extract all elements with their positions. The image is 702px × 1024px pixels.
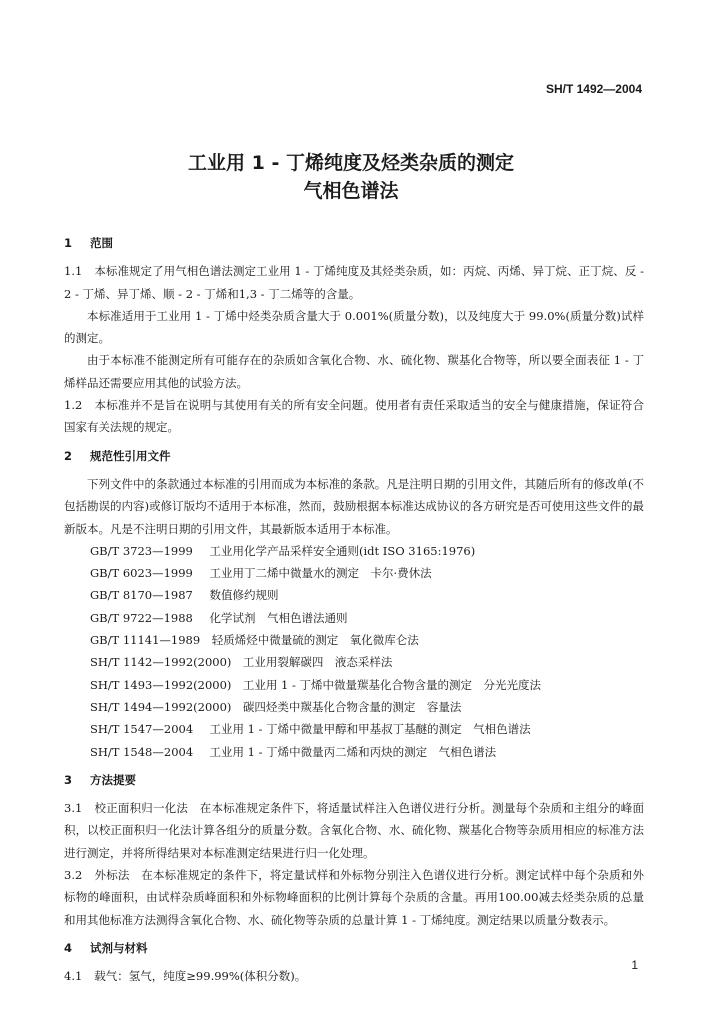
clause-1-1-paragraph-2: 本标准适用于工业用 1 - 丁烯中烃类杂质含量大于 0.001%(质量分数)，以及纯度大于 99.0%(质量分数)试样的测定。 — [64, 308, 644, 346]
document-body — [64, 226, 644, 988]
reference-item: SH/T 1547—2004 工业用 1 - 丁烯中微量甲醇和甲基叔丁基醚的测定 气相色谱法 — [90, 722, 531, 737]
clause-1-1: 1.1 本标准规定了用气相色谱法测定工业用 1 - 丁烯纯度及其烃类杂质，如：丙烷、丙烯、异丁烷、正丁烷、反 - 2 - 丁烯、异丁烯、顺 - 2 - 丁烯和1,3 - 丁二烯等的含量。 — [64, 264, 644, 301]
reference-item: SH/T 1493—1992(2000) 工业用 1 - 丁烯中微量羰基化合物含量的测定 分光光度法 — [90, 677, 542, 692]
document-title: 工业用 1 - 丁烯纯度及烃类杂质的测定 — [188, 152, 514, 174]
clause-3-1: 3.1 校正面积归一化法 在本标准规定条件下，将适量试样注入色谱仪进行分析。测量每个杂质和主组分的峰面积，以校正面积归一化法计算各组分的质量分数。含氧化合物、水、硫化物、羰基化合物等杂质用相应的标准方法进行测定，并将所得结果对本标准测定结果进行归一化处理。 — [64, 801, 644, 860]
reference-item: GB/T 9722—1988 化学试剂 气相色谱法通则 — [90, 610, 348, 625]
section-heading-4: 4 试剂与材料 — [64, 940, 148, 955]
reference-item: SH/T 1548—2004 工业用 1 - 丁烯中微量丙二烯和丙炔的测定 气相色谱法 — [90, 744, 497, 759]
reference-item: SH/T 1494—1992(2000) 碳四烃类中羰基化合物含量的测定 容量法 — [90, 699, 462, 714]
reference-item: GB/T 6023—1999 工业用丁二烯中微量水的测定 卡尔·费休法 — [90, 566, 432, 581]
standard-code: SH/T 1492—2004 — [545, 82, 642, 96]
clause-4-1: 4.1 载气：氢气，纯度≥99.99%(体积分数)。 — [64, 969, 307, 984]
reference-item: GB/T 3723—1999 工业用化学产品采样安全通则(idt ISO 3165:1976) — [90, 543, 476, 558]
section-heading-2: 2 规范性引用文件 — [64, 448, 171, 463]
clause-1-2: 1.2 本标准并不是旨在说明与其使用有关的所有安全问题。使用者有责任采取适当的安全与健康措施，保证符合国家有关法规的规定。 — [64, 398, 644, 435]
normative-references-intro: 下列文件中的条款通过本标准的引用而成为本标准的条款。凡是注明日期的引用文件，其随后所有的修改单(不包括勘误的内容)或修订版均不适用于本标准，然而，鼓励根据本标准达成协议的各方研究是否可使用这些文件的最新版本。凡是不注明日期的引用文件，其最新版本适用于本标准。 — [64, 476, 644, 536]
section-heading-3: 3 方法提要 — [64, 772, 136, 787]
reference-item: GB/T 11141—1989 轻质烯烃中微量硫的测定 氧化微库仑法 — [90, 633, 419, 648]
reference-item: GB/T 8170—1987 数值修约规则 — [90, 588, 279, 603]
section-heading-1: 1 范围 — [64, 236, 113, 250]
clause-3-2: 3.2 外标法 在本标准规定的条件下，将定量试样和外标物分别注入色谱仪进行分析。测定试样中每个杂质和外标物的峰面积，由试样杂质峰面积和外标物峰面积的比例计算每个杂质的含量。再用100.00减去烃类杂质的总量和用其他标准方法测得含氧化合物、水、硫化物等杂质的总量计算 1 - 丁烯纯度。测定结果以质量分数表示。 — [64, 868, 644, 927]
reference-item: SH/T 1142—1992(2000) 工业用裂解碳四 液态采样法 — [90, 655, 393, 670]
page-number: 1 — [631, 958, 638, 972]
clause-1-1-paragraph-3: 由于本标准不能测定所有可能存在的杂质如含氧化合物、水、硫化物、羰基化合物等，所以要全面表征 1 - 丁烯样品还需要应用其他的试验方法。 — [64, 353, 644, 390]
reference-list — [64, 540, 644, 763]
document-subtitle: 气相色谱法 — [303, 180, 399, 202]
